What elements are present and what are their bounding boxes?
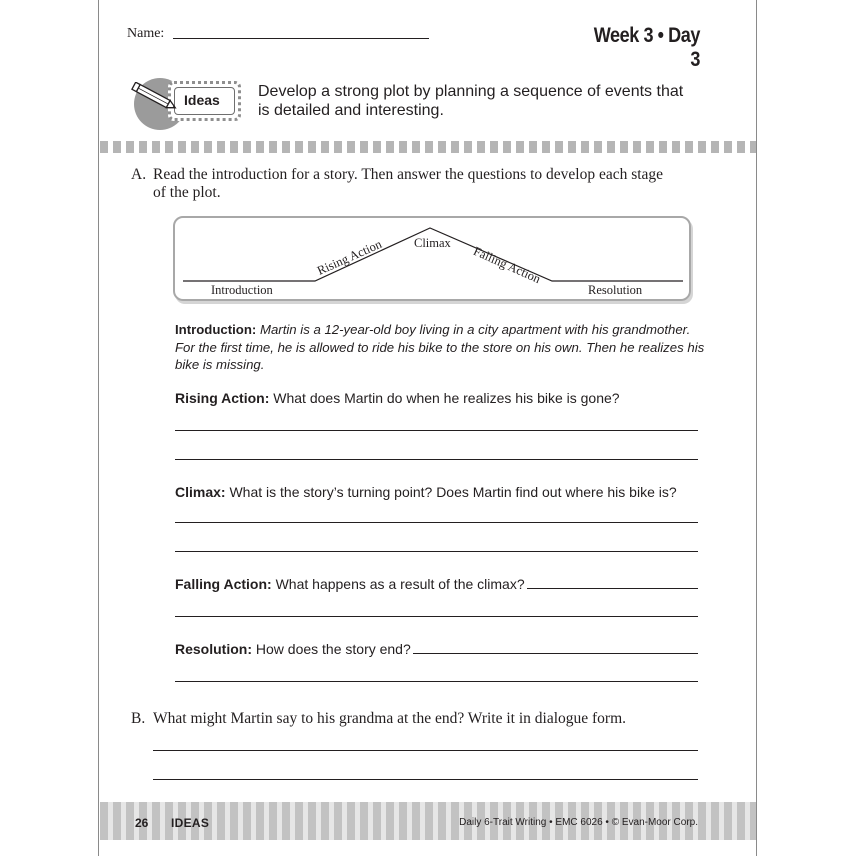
footer-trait: IDEAS (171, 816, 210, 830)
stage-falling-action: Falling Action (471, 244, 543, 287)
name-input-line[interactable] (173, 38, 429, 39)
answer-line[interactable] (175, 551, 698, 552)
badge-label: Ideas (184, 92, 220, 108)
stage-introduction: Introduction (211, 283, 273, 297)
section-a-instruction: Read the introduction for a story. Then answer the questions to develop each stage of the plot. (153, 166, 664, 201)
story-introduction (175, 321, 705, 374)
header-divider-stripe (100, 141, 756, 153)
question-text: What is the story’s turning point? Does Martin find out where his bike is? (229, 484, 677, 500)
question-text: What does Martin do when he realizes his bike is gone? (273, 390, 620, 406)
trait-badge (128, 76, 246, 130)
answer-line[interactable] (175, 522, 698, 523)
answer-line[interactable] (175, 681, 698, 682)
answer-line[interactable] (153, 779, 698, 780)
answer-line[interactable] (153, 750, 698, 751)
question-resolution (175, 640, 411, 658)
question-text: What happens as a result of the climax? (275, 576, 525, 592)
question-label: Climax: (175, 484, 226, 500)
question-rising-action (175, 389, 620, 407)
introduction-text: Martin is a 12-year-old boy living in a city apartment with his grandmother. For the first time, he is allowed to ride his bike to the store on his own. Then he realizes his bike is missing. (175, 322, 705, 372)
question-climax (175, 483, 677, 501)
question-label: Resolution: (175, 641, 252, 657)
section-b-letter: B. (131, 710, 146, 727)
question-label: Rising Action: (175, 390, 270, 406)
name-label: Name: (127, 26, 165, 41)
pencil-icon (130, 82, 180, 112)
answer-line[interactable] (175, 430, 698, 431)
answer-line[interactable] (413, 653, 698, 654)
week-day-title: Week 3 • Day 3 (593, 24, 700, 71)
answer-line[interactable] (527, 588, 698, 589)
stage-rising-action: Rising Action (315, 236, 384, 278)
stage-climax: Climax (414, 236, 451, 250)
answer-line[interactable] (175, 616, 698, 617)
plot-diagram (173, 216, 691, 301)
introduction-label: Introduction: (175, 322, 257, 337)
section-b-instruction: What might Martin say to his grandma at the end? Write it in dialogue form. (153, 710, 627, 727)
question-text: How does the story end? (255, 641, 411, 657)
footer-credit: Daily 6-Trait Writing • EMC 6026 • © Evan-Moor Corp. (459, 817, 698, 828)
page-number: 26 (135, 816, 149, 830)
answer-line[interactable] (175, 459, 698, 460)
question-label: Falling Action: (175, 576, 272, 592)
stage-resolution: Resolution (588, 283, 643, 297)
goal-statement: Develop a strong plot by planning a sequence of events that is detailed and interesting. (258, 83, 684, 119)
section-a-letter: A. (131, 166, 147, 183)
question-falling-action (175, 575, 525, 593)
